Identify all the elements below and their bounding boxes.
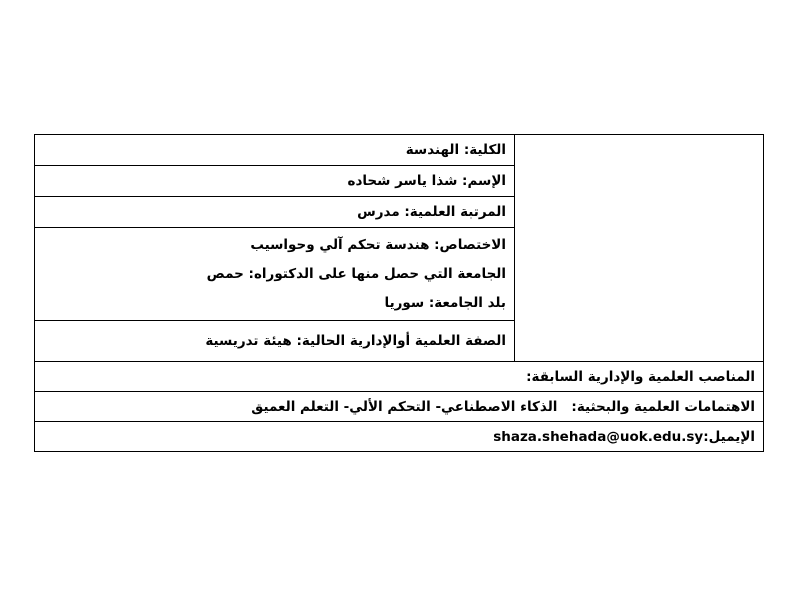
email-label: الإيميل: — [703, 428, 755, 445]
rank-cell — [35, 197, 515, 228]
name-cell — [35, 166, 515, 197]
interests-label: الاهتمامات العلمية والبحثية: — [571, 398, 755, 415]
phd-university-text: الجامعة التي حصل منها على الدكتوراه: حمص — [206, 265, 506, 282]
university-country-text: بلد الجامعة: سوريا — [384, 294, 506, 311]
interests-cell — [35, 392, 764, 422]
photo-placeholder — [515, 135, 764, 362]
specialization-cell — [35, 228, 515, 321]
rank-text: المرتبة العلمية: مدرس — [357, 204, 506, 220]
cv-table — [34, 134, 764, 452]
current-position-text: الصفة العلمية أوالإدارية الحالية: هيئة تدريسية — [205, 333, 506, 349]
faculty-cell — [35, 135, 515, 166]
email-link[interactable]: shaza.shehada@uok.edu.sy — [493, 428, 704, 445]
previous-positions-cell — [35, 362, 764, 392]
name-text: الإسم: شذا ياسر شحاده — [347, 173, 506, 189]
email-cell — [35, 422, 764, 452]
specialization-text: الاختصاص: هندسة تحكم آلي وحواسيب — [250, 236, 506, 253]
current-position-cell — [35, 321, 515, 362]
interests-value: الذكاء الاصطناعي- التحكم الألي- التعلم العميق — [251, 398, 558, 415]
previous-positions-text: المناصب العلمية والإدارية السابقة: — [526, 368, 755, 385]
faculty-text: الكلية: الهندسة — [405, 142, 506, 158]
